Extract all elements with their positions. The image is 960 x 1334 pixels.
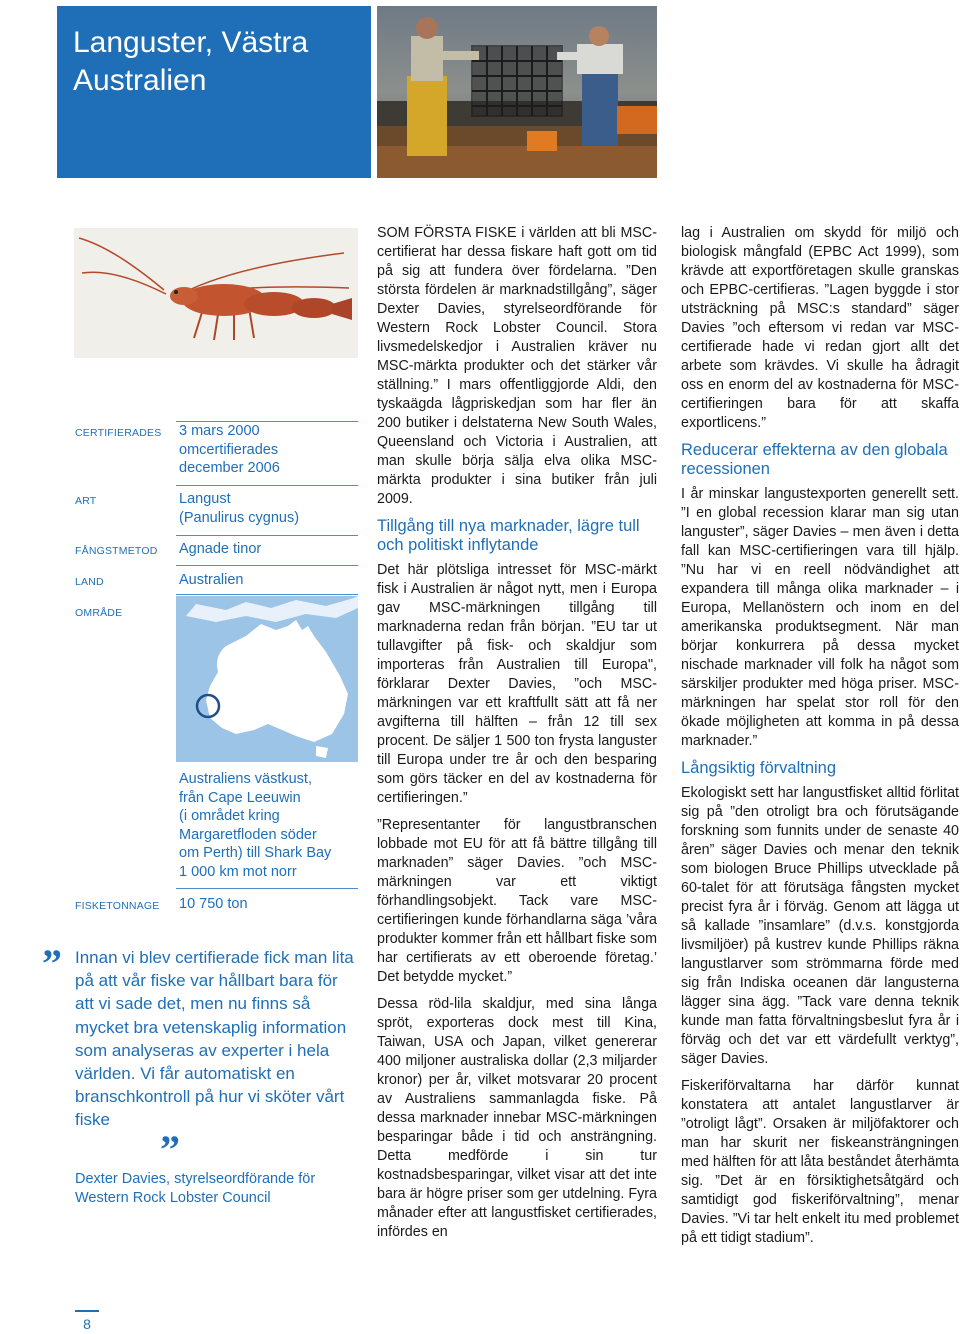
- divider: [176, 565, 358, 566]
- page-title: Languster, Västra Australien: [73, 26, 309, 97]
- body-column-1: [377, 224, 657, 1250]
- fact-value-area: Australiens västkust, från Cape Leeuwin (i området kring Margaretfloden söder om Perth) till Shark Bay 1 000 km mot norr: [179, 771, 332, 880]
- quote-open-mark: ”: [42, 941, 62, 986]
- lobster-image: [74, 228, 358, 358]
- quote-close-mark: ”: [160, 1127, 180, 1172]
- page-number: 8: [75, 1310, 99, 1332]
- body-column-2: [681, 224, 959, 1256]
- divider: [176, 535, 358, 536]
- paragraph: ”Representanter för langustbranschen lobbade mot EU för att få bättre tillgång till marknaden” säger Davies. ”och MSC-märkningen var ett viktigt förhandlingsobjekt. Tack vare MSC-certifieringen kunde förhandlarna säga ’våra produkter kommer från ett hållbart fiske som har certifierats av ett oberoende företag.’ Det betydde mycket.”: [377, 817, 657, 985]
- fact-value-method: Agnade tinor: [179, 541, 262, 557]
- fact-label-certified: CERTIFIERADES: [75, 427, 162, 439]
- divider: [176, 594, 358, 595]
- divider: [176, 485, 358, 486]
- paragraph: lag i Australien om skydd för miljö och biologisk mångfald (EPBC Act 1999), som krävde att exportföretagen skulle granskas och EPBC-certifieras. ”Lagen byggde i stor utsträckning på MSC:s standard” säger Davies ”och eftersom vi redan var MSC-certifierade hade vi redan gjort allt det arbete som krävdes. Vi skulle ha ådragit oss en enorm del av kostnaderna för MSC-certifieringen bara för att skaffa exportlicens.”: [681, 225, 959, 431]
- quote-attribution: Dexter Davies, styrelseordförande för Western Rock Lobster Council: [75, 1171, 316, 1206]
- fact-label-tonnage: FISKETONNAGE: [75, 900, 160, 912]
- fact-label-method: FÅNGSTMETOD: [75, 545, 158, 557]
- fact-value-country: Australien: [179, 572, 244, 588]
- paragraph: Det här plötsliga intresset för MSC-märkt fisk i Australien är något nytt, men i Europa gav MSC-märkningen tillgång till marknaderna redan från början. ”EU tar ut tullavgifter på fisk- och skaldjur som importeras från Australien till Europa", förklarar Dexter Davies, ”och MSC-märkningen var ett kraftfullt sätt att få ner avgifterna till hälften – från 12 till sex procent. De säljer 1 500 ton frysta languster till Europa under tre år och den besparing som görs täcker en del av kostnaderna för certifieringen.”: [377, 562, 657, 806]
- paragraph: Ekologiskt sett har langustfisket alltid förlitat sig på ”den otroligt bra och förutsägande forskning som funnits under de senaste 40 åren” säger Davies och menar den teknik som biologen Bruce Phillips utvecklade på 60-talet för att förutsäga fångsten mycket precist fyra år i förväg. Genom att lägga ut så kallade ”insamlare” (d.v.s. konstgjorda livsmiljöer) på kustrev kunde Phillips räkna langustlarver som strömmarna förde med sig från Indiska oceanen där langusterna lägger sina ägg. ”Tack vare denna teknik kunde man fatta förvaltningsbeslut fyra år i förväg och det var ett värdefullt verktyg”, säger Davies.: [681, 785, 959, 1067]
- paragraph: SOM FÖRSTA FISKE i världen att bli MSC-certifierat har dessa fiskare haft gott om tid på sig att fundera över fördelarna. ”Den största fördelen är marknadstillgång”, säger Dexter Davies, styrelseordförande för Western Rock Lobster Council. Stora livsmedelskedjor i Australien kräver nu MSC-märkta produkter och det stärker vår ställning.” I mars offentliggjorde Aldi, den tyskaägda lågpriskedjan som har fler än 200 butiker i delstaterna New South Wales, Queensland och Victoria i Australien, att man skulle börja sälja elva olika MSC-märkta produkter i sina butiker från juli 2009.: [377, 225, 657, 507]
- paragraph: Fiskeriförvaltarna har därför kunnat konstatera att antalet langustlarver är ”otroligt lågt”. Orsaken är miljöfaktorer och man har skurit ner fiskeansträngningen med hälften för att låta beståndet återhämta sig. ”Det är en försiktighetsåtgärd och samtidigt god fiskeriförvaltning”, menar Davies. ”Vi tar helt enkelt itu med problemet på ett tidigt stadium”.: [681, 1078, 959, 1246]
- fact-label-species: ART: [75, 495, 97, 507]
- fact-label-area: OMRÅDE: [75, 607, 123, 619]
- australia-map: [176, 596, 358, 762]
- fact-label-country: LAND: [75, 576, 104, 588]
- pull-quote: Innan vi blev certifierade fick man lita på att vår fiske var hållbart bara för att vi sade det, men nu finns så mycket bra vetenskaplig information som analyseras av experter i hela världen. Vi får automatiskt en branschkontroll på hur vi sköter vårt fiske: [75, 948, 354, 1130]
- fact-value-certified: 3 mars 2000 omcertifierades december 2006: [179, 423, 280, 476]
- fishermen-photo: [377, 6, 657, 178]
- section-heading: Långsiktig förvaltning: [681, 759, 837, 777]
- title-banner: [57, 6, 371, 178]
- fact-value-tonnage: 10 750 ton: [179, 896, 248, 912]
- section-heading: Reducerar effekterna av den globala recessionen: [681, 441, 948, 478]
- divider: [176, 888, 358, 889]
- fact-value-species: Langust (Panulirus cygnus): [179, 491, 300, 526]
- paragraph: Dessa röd-lila skaldjur, med sina långa spröt, exporteras dock mest till Kina, Taiwan, USA och Japan, vilket genererar 400 miljoner australiska dollar (2,3 miljarder kronor) per år, vilket motsvarar 20 procent av Australiens sammanlagda fiske. På dessa marknader innebar MSC-märkningen besparingar både i tid och ansträngning. Detta medförde i sin tur kostnadsbesparingar, vilket visar att det inte bara är högre priser som ger utdelning. Fyra månader efter att langustfisket certifierades, infördes en: [377, 996, 657, 1240]
- section-heading: Tillgång till nya marknader, lägre tull och politiskt inflytande: [377, 517, 640, 554]
- paragraph: I år minskar langustexporten generellt sett. ”I en global recession klarar man sig utan languster”, säger Davies – men även i detta fall kan MSC-certifieringen vara till hjälp. ”Nu har vi en reell nödvändighet att expandera till många olika marknader – i Europa, Mellanöstern och inom en del amerikanska produktsegment. När man börjar konkurrera på dessa mycket nischade marknader vill folk ha något som särskiljer produkter med höga priser. MSC-märkningen har spelat stor roll för den ökade möjligheten att komma in på dessa marknader.”: [681, 486, 959, 749]
